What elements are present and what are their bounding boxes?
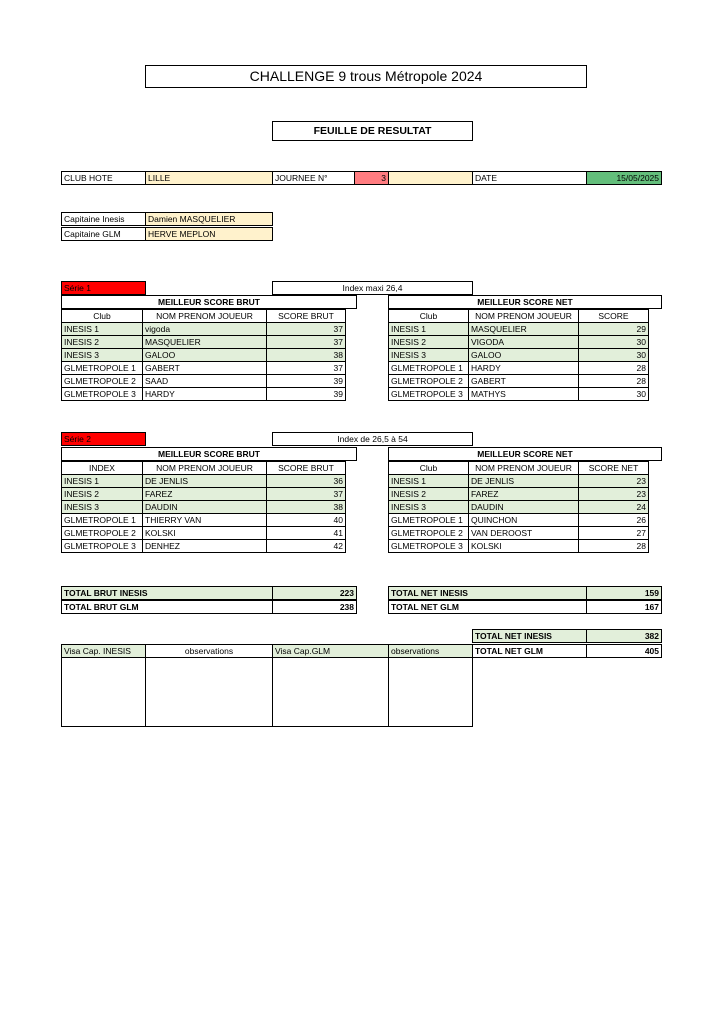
table-row xyxy=(62,488,346,501)
score-cell[interactable]: 42 xyxy=(267,540,346,553)
observations-header-1: observations xyxy=(145,644,273,658)
score-cell[interactable]: 37 xyxy=(267,323,346,336)
table-row xyxy=(389,375,649,388)
column-header: Club xyxy=(62,310,143,323)
score-cell[interactable]: 38 xyxy=(267,501,346,514)
grand-total-net-glm-value: 405 xyxy=(586,644,662,658)
total-net-glm-value: 167 xyxy=(586,600,662,614)
table-header-row xyxy=(389,310,649,323)
journee-field[interactable]: 3 xyxy=(354,171,389,185)
score-cell[interactable]: 30 xyxy=(579,349,649,362)
score-cell[interactable]: 30 xyxy=(579,336,649,349)
club-hote-field[interactable]: LILLE xyxy=(145,171,273,185)
table-row xyxy=(389,349,649,362)
serie1-net-table xyxy=(388,309,649,401)
club-cell: GLMETROPOLE 1 xyxy=(62,362,143,375)
club-cell: GLMETROPOLE 2 xyxy=(389,375,469,388)
table-row xyxy=(389,323,649,336)
table-row xyxy=(389,336,649,349)
date-field[interactable]: 15/05/2025 xyxy=(586,171,662,185)
club-cell: INESIS 1 xyxy=(389,323,469,336)
table-header-row xyxy=(389,462,649,475)
total-net-inesis-value: 159 xyxy=(586,586,662,600)
total-brut-inesis-value: 223 xyxy=(272,586,357,600)
score-cell[interactable]: 29 xyxy=(579,323,649,336)
player-cell[interactable]: VIGODA xyxy=(469,336,579,349)
player-cell[interactable]: DAUDIN xyxy=(143,501,267,514)
score-cell[interactable]: 23 xyxy=(579,475,649,488)
grand-total-net-glm-label: TOTAL NET GLM xyxy=(472,644,587,658)
club-cell: INESIS 3 xyxy=(62,349,143,362)
club-cell: GLMETROPOLE 1 xyxy=(389,362,469,375)
serie2-net-title: MEILLEUR SCORE NET xyxy=(388,447,662,461)
player-cell[interactable]: KOLSKI xyxy=(469,540,579,553)
captain-glm-field[interactable]: HERVE MEPLON xyxy=(145,227,273,241)
player-cell[interactable]: DENHEZ xyxy=(143,540,267,553)
table-header-row xyxy=(62,310,346,323)
table-row xyxy=(62,336,346,349)
table-row xyxy=(389,388,649,401)
serie2-index: Index de 26,5 à 54 xyxy=(272,432,473,446)
club-cell: INESIS 3 xyxy=(389,349,469,362)
player-cell[interactable]: DAUDIN xyxy=(469,501,579,514)
score-cell[interactable]: 28 xyxy=(579,362,649,375)
table-row xyxy=(389,527,649,540)
table-row xyxy=(62,362,346,375)
column-header: NOM PRENOM JOUEUR xyxy=(469,462,579,475)
score-cell[interactable]: 30 xyxy=(579,388,649,401)
player-cell[interactable]: THIERRY VAN xyxy=(143,514,267,527)
player-cell[interactable]: MASQUELIER xyxy=(143,336,267,349)
player-cell[interactable]: QUINCHON xyxy=(469,514,579,527)
column-header: SCORE BRUT xyxy=(267,462,346,475)
page-title: CHALLENGE 9 trous Métropole 2024 xyxy=(145,65,587,88)
club-cell: INESIS 3 xyxy=(389,501,469,514)
serie2-brut-table xyxy=(61,461,346,553)
total-brut-inesis-label: TOTAL BRUT INESIS xyxy=(61,586,273,600)
table-row xyxy=(389,514,649,527)
table-row xyxy=(62,375,346,388)
visa-glm-signature-box[interactable] xyxy=(272,657,389,727)
column-header: SCORE BRUT xyxy=(267,310,346,323)
score-cell[interactable]: 37 xyxy=(267,362,346,375)
club-cell: GLMETROPOLE 2 xyxy=(389,527,469,540)
club-cell: INESIS 2 xyxy=(389,488,469,501)
score-cell[interactable]: 39 xyxy=(267,375,346,388)
column-header: SCORE NET xyxy=(579,462,649,475)
captain-inesis-field[interactable]: Damien MASQUELIER xyxy=(145,212,273,226)
column-header: Club xyxy=(389,462,469,475)
table-row xyxy=(389,362,649,375)
total-net-glm-label: TOTAL NET GLM xyxy=(388,600,587,614)
table-row xyxy=(389,540,649,553)
serie1-label: Série 1 xyxy=(61,281,146,295)
column-header: SCORE xyxy=(579,310,649,323)
club-cell: INESIS 1 xyxy=(62,323,143,336)
journee-label: JOURNEE N° xyxy=(272,171,355,185)
score-cell[interactable]: 27 xyxy=(579,527,649,540)
player-cell[interactable]: KOLSKI xyxy=(143,527,267,540)
score-cell[interactable]: 28 xyxy=(579,375,649,388)
player-cell[interactable]: FAREZ xyxy=(143,488,267,501)
player-cell[interactable]: HARDY xyxy=(469,362,579,375)
player-cell[interactable]: FAREZ xyxy=(469,488,579,501)
player-cell[interactable]: GABERT xyxy=(469,375,579,388)
score-cell[interactable]: 26 xyxy=(579,514,649,527)
serie2-net-table xyxy=(388,461,649,553)
score-cell[interactable]: 39 xyxy=(267,388,346,401)
column-header: NOM PRENOM JOUEUR xyxy=(143,462,267,475)
table-row xyxy=(62,514,346,527)
score-cell[interactable]: 40 xyxy=(267,514,346,527)
grand-total-net-inesis-value: 382 xyxy=(586,629,662,643)
table-row xyxy=(62,323,346,336)
serie1-net-title: MEILLEUR SCORE NET xyxy=(388,295,662,309)
club-hote-label: CLUB HOTE xyxy=(61,171,146,185)
total-brut-glm-value: 238 xyxy=(272,600,357,614)
club-cell: INESIS 1 xyxy=(389,475,469,488)
serie2-label: Série 2 xyxy=(61,432,146,446)
score-cell[interactable]: 24 xyxy=(579,501,649,514)
column-header: NOM PRENOM JOUEUR xyxy=(143,310,267,323)
player-cell[interactable]: HARDY xyxy=(143,388,267,401)
column-header: NOM PRENOM JOUEUR xyxy=(469,310,579,323)
club-cell: INESIS 2 xyxy=(389,336,469,349)
score-cell[interactable]: 41 xyxy=(267,527,346,540)
observations-box-1[interactable] xyxy=(145,657,273,727)
club-cell: GLMETROPOLE 1 xyxy=(389,514,469,527)
club-cell: GLMETROPOLE 3 xyxy=(62,388,143,401)
club-cell: GLMETROPOLE 3 xyxy=(389,540,469,553)
player-cell[interactable]: SAAD xyxy=(143,375,267,388)
serie2-brut-title: MEILLEUR SCORE BRUT xyxy=(61,447,357,461)
total-net-inesis-label: TOTAL NET INESIS xyxy=(388,586,587,600)
score-cell[interactable]: 28 xyxy=(579,540,649,553)
club-cell: INESIS 3 xyxy=(62,501,143,514)
club-cell: GLMETROPOLE 2 xyxy=(62,375,143,388)
journee-extra-field[interactable] xyxy=(388,171,473,185)
player-cell[interactable]: VAN DEROOST xyxy=(469,527,579,540)
sheet-subtitle: FEUILLE DE RESULTAT xyxy=(272,121,473,141)
score-cell[interactable]: 36 xyxy=(267,475,346,488)
serie1-brut-title: MEILLEUR SCORE BRUT xyxy=(61,295,357,309)
column-header: INDEX xyxy=(62,462,143,475)
serie1-index: Index maxi 26,4 xyxy=(272,281,473,295)
player-cell[interactable]: GALOO xyxy=(469,349,579,362)
serie1-brut-table xyxy=(61,309,346,401)
table-row xyxy=(389,501,649,514)
table-row xyxy=(62,388,346,401)
club-cell: GLMETROPOLE 3 xyxy=(62,540,143,553)
player-cell[interactable]: GALOO xyxy=(143,349,267,362)
captain-glm-label: Capitaine GLM xyxy=(61,227,146,241)
player-cell[interactable]: DE JENLIS xyxy=(143,475,267,488)
club-cell: GLMETROPOLE 3 xyxy=(389,388,469,401)
player-cell[interactable]: vigoda xyxy=(143,323,267,336)
column-header: Club xyxy=(389,310,469,323)
table-row xyxy=(62,527,346,540)
club-cell: GLMETROPOLE 1 xyxy=(62,514,143,527)
score-cell[interactable]: 38 xyxy=(267,349,346,362)
score-cell[interactable]: 37 xyxy=(267,336,346,349)
visa-inesis-signature-box[interactable] xyxy=(61,657,146,727)
grand-total-net-inesis-label: TOTAL NET INESIS xyxy=(472,629,587,643)
table-row xyxy=(62,349,346,362)
club-cell: INESIS 2 xyxy=(62,336,143,349)
score-cell[interactable]: 37 xyxy=(267,488,346,501)
player-cell[interactable]: MATHYS xyxy=(469,388,579,401)
club-cell: INESIS 1 xyxy=(62,475,143,488)
date-label: DATE xyxy=(472,171,587,185)
club-cell: INESIS 2 xyxy=(62,488,143,501)
total-brut-glm-label: TOTAL BRUT GLM xyxy=(61,600,273,614)
visa-inesis-header: Visa Cap. INESIS xyxy=(61,644,146,658)
table-row xyxy=(62,540,346,553)
table-row xyxy=(389,475,649,488)
visa-glm-header: Visa Cap.GLM xyxy=(272,644,389,658)
captain-inesis-label: Capitaine Inesis xyxy=(61,212,146,226)
table-row xyxy=(389,488,649,501)
player-cell[interactable]: GABERT xyxy=(143,362,267,375)
player-cell[interactable]: DE JENLIS xyxy=(469,475,579,488)
table-row xyxy=(62,501,346,514)
table-header-row xyxy=(62,462,346,475)
player-cell[interactable]: MASQUELIER xyxy=(469,323,579,336)
observations-box-2[interactable] xyxy=(388,657,473,727)
observations-header-2: observations xyxy=(388,644,473,658)
club-cell: GLMETROPOLE 2 xyxy=(62,527,143,540)
score-cell[interactable]: 23 xyxy=(579,488,649,501)
table-row xyxy=(62,475,346,488)
